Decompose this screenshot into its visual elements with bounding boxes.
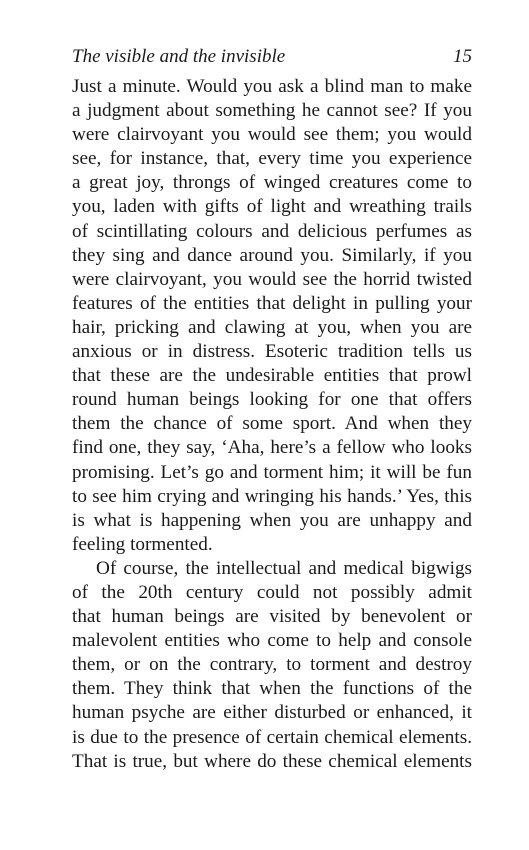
page-number: 15 (453, 46, 472, 67)
body-text (72, 75, 472, 774)
text-line: see, for instance, that, every time you experience (72, 148, 472, 170)
text-line: of scintillating colours and delicious perfumes as (72, 220, 472, 242)
text-line: anxious or in distress. Esoteric tradition tells us (72, 341, 472, 363)
text-line: a judgment about something he cannot see? If you (72, 100, 472, 122)
text-line: that these are the undesirable entities that prowl (72, 365, 472, 387)
text-line: features of the entities that delight in pulling your (72, 292, 472, 314)
text-line: a great joy, throngs of winged creatures come to (72, 172, 472, 194)
text-line: them the chance of some sport. And when they (72, 413, 472, 435)
text-line: they sing and dance around you. Similarly, if you (72, 244, 472, 266)
text-line: were clairvoyant, you would see the horrid twisted (72, 268, 472, 290)
text-line: them. They think that when the functions of the (72, 678, 472, 700)
text-line: malevolent entities who come to help and console (72, 630, 472, 652)
running-head (72, 44, 472, 70)
text-line: Just a minute. Would you ask a blind man to make (72, 76, 472, 97)
text-line: round human beings looking for one that offers (72, 389, 472, 411)
text-line: to see him crying and wringing his hands.’ Yes, this (72, 485, 472, 507)
text-line: them, or on the contrary, to torment and destroy (72, 654, 472, 676)
text-line: find one, they say, ‘Aha, here’s a fellow who looks (72, 437, 472, 459)
book-page (72, 44, 472, 774)
text-line: Of course, the intellectual and medical bigwigs (96, 557, 472, 579)
text-line: human psyche are either disturbed or enhanced, it (72, 702, 472, 724)
text-line: is due to the presence of certain chemical elements. (72, 726, 472, 748)
text-line: of the 20th century could not possibly admit (72, 581, 472, 603)
text-line: hair, pricking and clawing at you, when you are (72, 316, 472, 338)
text-line: That is true, but where do these chemical elements (72, 750, 472, 772)
running-title: The visible and the invisible (72, 46, 286, 67)
text-line: were clairvoyant you would see them; you would (72, 124, 472, 146)
text-line: promising. Let’s go and torment him; it will be fun (72, 461, 472, 483)
paragraph-1 (72, 75, 472, 557)
text-line: is what is happening when you are unhappy and (72, 509, 472, 531)
paragraph-2 (72, 557, 472, 774)
text-line: feeling tormented. (72, 533, 213, 555)
text-line: that human beings are visited by benevolent or (72, 606, 472, 628)
text-line: you, laden with gifts of light and wreathing trails (72, 196, 472, 218)
